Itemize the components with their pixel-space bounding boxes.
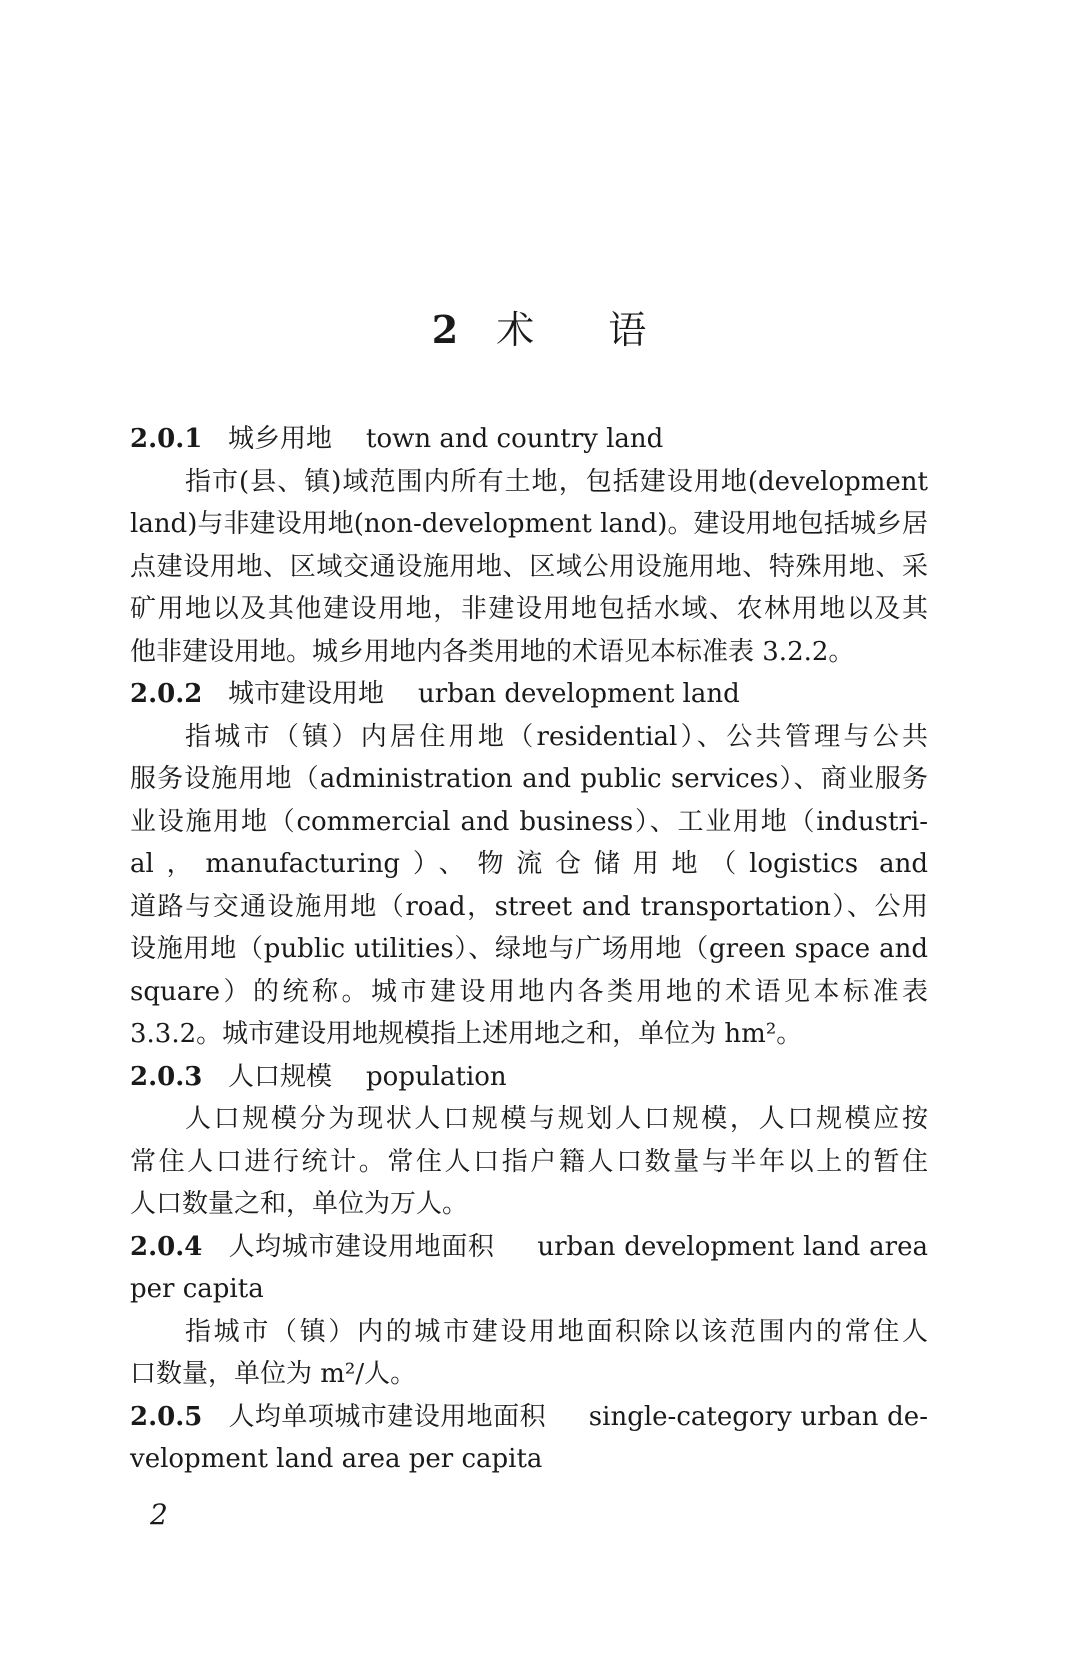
body-line: 3.3.2。城市建设用地规模指上述用地之和，单位为 hm²。 (130, 1019, 803, 1049)
terms-content (130, 418, 928, 1481)
term-chinese: 城市建设用地 (228, 679, 385, 709)
chapter-title (0, 300, 1080, 360)
chapter-title-char-2: 语 (608, 308, 649, 352)
term-number: 2.0.3 (130, 1061, 203, 1092)
body-line: 道路与交通设施用地（road，street and transportation）、公用 (130, 891, 928, 922)
term-number: 2.0.5 (130, 1401, 203, 1432)
term-chinese: 人均城市建设用地面积 (228, 1231, 495, 1262)
body-line: 指市(县、镇)域范围内所有土地，包括建设用地(development (185, 466, 928, 497)
term-english: urban development land area (537, 1231, 928, 1262)
term-english-continued: per capita (130, 1274, 264, 1304)
term-english-continued: velopment land area per capita (130, 1444, 543, 1474)
term-english: single-category urban de- (588, 1401, 928, 1432)
term-chinese: 城乡用地 (228, 424, 333, 454)
body-line: 指城市（镇）内的城市建设用地面积除以该范围内的常住人 (185, 1316, 928, 1347)
term-chinese: 人均单项城市建设用地面积 (228, 1401, 547, 1432)
chapter-title-char-1: 术 (496, 308, 537, 352)
body-line: 业设施用地（commercial and business）、工业用地（industri- (130, 806, 928, 837)
page-number: 2 (150, 1498, 168, 1531)
term-number: 2.0.2 (130, 679, 203, 709)
body-line: 人口数量之和，单位为万人。 (130, 1189, 469, 1219)
body-line: land)与非建设用地(non-development land)。建设用地包括城乡居 (130, 509, 928, 539)
term-english: population (366, 1061, 507, 1092)
term-heading (130, 1056, 928, 1099)
body-line: 常住人口进行统计。常住人口指户籍人口数量与半年以上的暂住 (130, 1146, 928, 1177)
body-line: 他非建设用地。城乡用地内各类用地的术语见本标准表 3.2.2。 (130, 636, 855, 667)
body-line: square）的统称。城市建设用地内各类用地的术语见本标准表 (130, 976, 928, 1007)
body-line: 矿用地以及其他建设用地，非建设用地包括水域、农林用地以及其 (130, 594, 928, 624)
term-heading (130, 418, 928, 461)
body-line: 点建设用地、区域交通设施用地、区域公用设施用地、特殊用地、采 (130, 551, 928, 582)
body-line: 设施用地（public utilities）、绿地与广场用地（green space and (130, 934, 928, 964)
term-heading (130, 1226, 928, 1269)
term-number: 2.0.4 (130, 1231, 203, 1262)
chapter-number: 2 (431, 307, 461, 352)
term-english: town and country land (366, 424, 664, 454)
term-chinese: 人口规模 (228, 1061, 333, 1092)
body-line: 口数量，单位为 m²/人。 (130, 1359, 417, 1389)
term-english: urban development land (418, 679, 740, 709)
term-heading (130, 1396, 928, 1439)
body-line: 指城市（镇）内居住用地（residential）、公共管理与公共 (185, 721, 928, 752)
term-heading (130, 673, 928, 716)
body-line: 服务设施用地（administration and public services）、商业服务 (130, 764, 928, 794)
term-number: 2.0.1 (130, 424, 203, 454)
body-line: 人口规模分为现状人口规模与规划人口规模，人口规模应按 (185, 1104, 928, 1134)
body-line: al，manufacturing）、物流仓储用地（logistics and (130, 849, 928, 879)
